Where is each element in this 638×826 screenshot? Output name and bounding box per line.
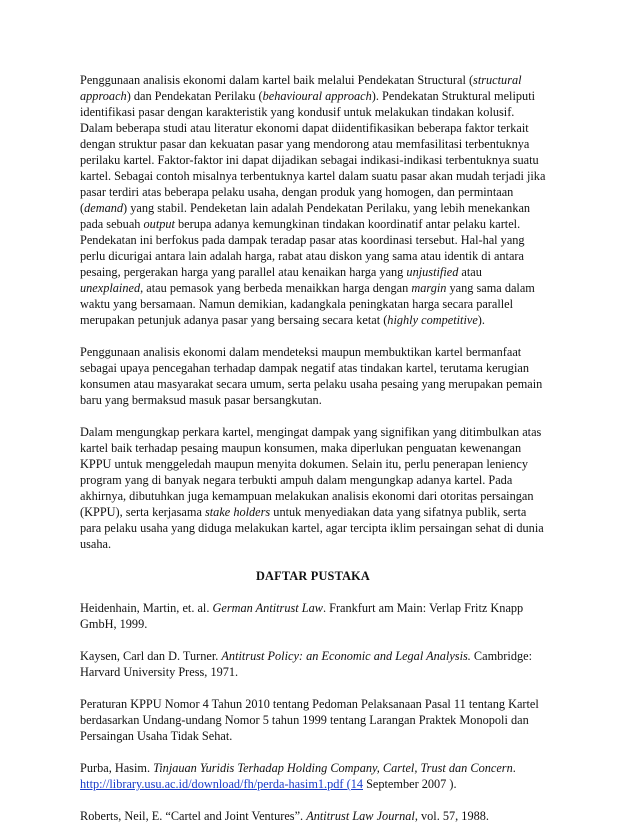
- body-paragraphs: [80, 72, 546, 552]
- text-run: ) dan Pendekatan Perilaku (: [126, 89, 263, 103]
- text-run: .: [512, 761, 516, 775]
- italic-term: unexplained: [80, 281, 141, 295]
- italic-term: Antitrust Policy: an Economic and Legal Analysis.: [221, 649, 471, 663]
- reference-item: [80, 760, 546, 792]
- italic-term: output: [143, 217, 175, 231]
- italic-term: Antitrust Law Journal: [306, 809, 415, 823]
- text-run: Kaysen, Carl dan D. Turner.: [80, 649, 222, 663]
- text-run: September 2007 ).: [363, 777, 457, 791]
- text-run: Heidenhain, Martin, et. al.: [80, 601, 213, 615]
- text-run: ).: [477, 313, 485, 327]
- text-run: Cambridge: Harvard University Press, 1971.: [80, 649, 532, 679]
- section-heading: DAFTAR PUSTAKA: [255, 569, 371, 583]
- italic-term: Tinjauan Yuridis Terhadap Holding Company, Cartel, Trust dan Concern: [153, 761, 513, 775]
- text-run: . Frankfurt am Main: Verlap Fritz Knapp GmbH, 1999.: [80, 601, 524, 631]
- reference-item: [80, 600, 546, 632]
- text-run: Peraturan KPPU Nomor 4 Tahun 2010 tentang Pedoman Pelaksanaan Pasal 11 tentang Kartel berdasarkan Undang-undang Nomor 5 tahun 1999 tentang Larangan Praktek Monopoli dan Persaingan Usaha Tidak Sehat.: [80, 697, 539, 743]
- text-run: atau: [458, 265, 482, 279]
- text-run: berupa adanya kemungkinan tindakan koordinatif antar pelaku kartel. Pendekatan ini berfokus pada dampak teradap pasar atas koordinasi tersebut. Hal-hal yang perlu dicurigai antara lain adalah harga, rabat atau diskon yang sama atau identik di antara pesaing, pergerakan harga yang parallel atau kenaikan harga yang: [80, 217, 525, 279]
- text-run: Roberts, Neil, E. “Cartel and Joint Ventures”.: [80, 809, 307, 823]
- italic-term: behavioural approach: [262, 89, 372, 103]
- text-run: Purba, Hasim.: [80, 761, 154, 775]
- italic-term: German Antitrust Law: [212, 601, 323, 615]
- text-run: Dalam mengungkap perkara kartel, mengingat dampak yang signifikan yang ditimbulkan atas kartel baik terhadap pesaing maupun konsumen, maka diperlukan penguatan kewenangan KPPU untuk menggeledah maupun menyita dokumen. Selain itu, perlu penerapan leniency program yang di banyak negara terbukti ampuh dalam mengungkap adanya kartel. Pada akhirnya, dibutuhkan juga kemampuan melakukan analisis ekonomi dari otoritas persaingan (KPPU), serta kerjasama: [80, 425, 542, 519]
- italic-term: stake holders: [204, 505, 271, 519]
- text-run: yang sama dalam waktu yang bersamaan. Namun demikian, kadangkala peningkatan harga secara parallel merupakan petunjuk adanya pasar yang bersaing secara ketat (: [80, 281, 535, 327]
- italic-term: demand: [84, 201, 124, 215]
- text-run: untuk menyediakan data yang sifatnya publik, serta para pelaku usaha yang diduga melakukan kartel, agar tercipta iklim persaingan sehat di dunia usaha.: [80, 505, 544, 551]
- italic-term: structural approach: [80, 73, 522, 103]
- paragraph-2: [80, 344, 546, 408]
- reference-link[interactable]: http://library.usu.ac.id/download/fh/perda-hasim1.pdf (14: [80, 777, 363, 791]
- text-run: Penggunaan analisis ekonomi dalam kartel baik melalui Pendekatan Structural (: [80, 73, 474, 87]
- reference-item: [80, 648, 546, 680]
- text-run: ). Pendekatan Struktural meliputi identifikasi pasar dengan karakteristik yang kondusif untuk melakukan tindakan kolusif. Dalam beberapa studi atau literatur ekonomi dapat diidentifikasikan beberapa faktor terkait dengan struktur pasar dan kekuatan pasar yang mendorong atau memfasilitasi terbentuknya perilaku kartel. Faktor-faktor ini dapat dijadikan sebagai indikasi-indikasi terbentuknya suatu kartel. Sebagai contoh misalnya terbentuknya kartel dalam suatu pasar akan mudah terjadi jika pasar terdiri atas beberapa pelaku usaha, dengan produk yang homogen, dan permintaan (: [80, 89, 546, 215]
- italic-term: margin: [411, 281, 447, 295]
- reference-item: [80, 808, 546, 824]
- paragraph-3: [80, 424, 546, 552]
- italic-term: highly competitive: [387, 313, 478, 327]
- reference-item: [80, 696, 546, 744]
- text-run: , atau pemasok yang berbeda menaikkan harga dengan: [140, 281, 412, 295]
- reference-list: [80, 600, 546, 824]
- text-run: ) yang stabil. Pendeketan lain adalah Pendekatan Perilaku, yang lebih menekankan pada sebuah: [80, 201, 531, 231]
- text-run: , vol. 57, 1988.: [414, 809, 489, 823]
- text-run: Penggunaan analisis ekonomi dalam mendeteksi maupun membuktikan kartel bermanfaat sebagai upaya pencegahan terhadap dampak negatif atas tindakan kartel, terutama kerugian konsumen atau masyarakat secara umum, serta pelaku usaha pesaing yang merupakan pemain baru yang bermaksud masuk pasar bersangkutan.: [80, 345, 543, 407]
- italic-term: unjustified: [406, 265, 459, 279]
- paragraph-1: [80, 72, 546, 328]
